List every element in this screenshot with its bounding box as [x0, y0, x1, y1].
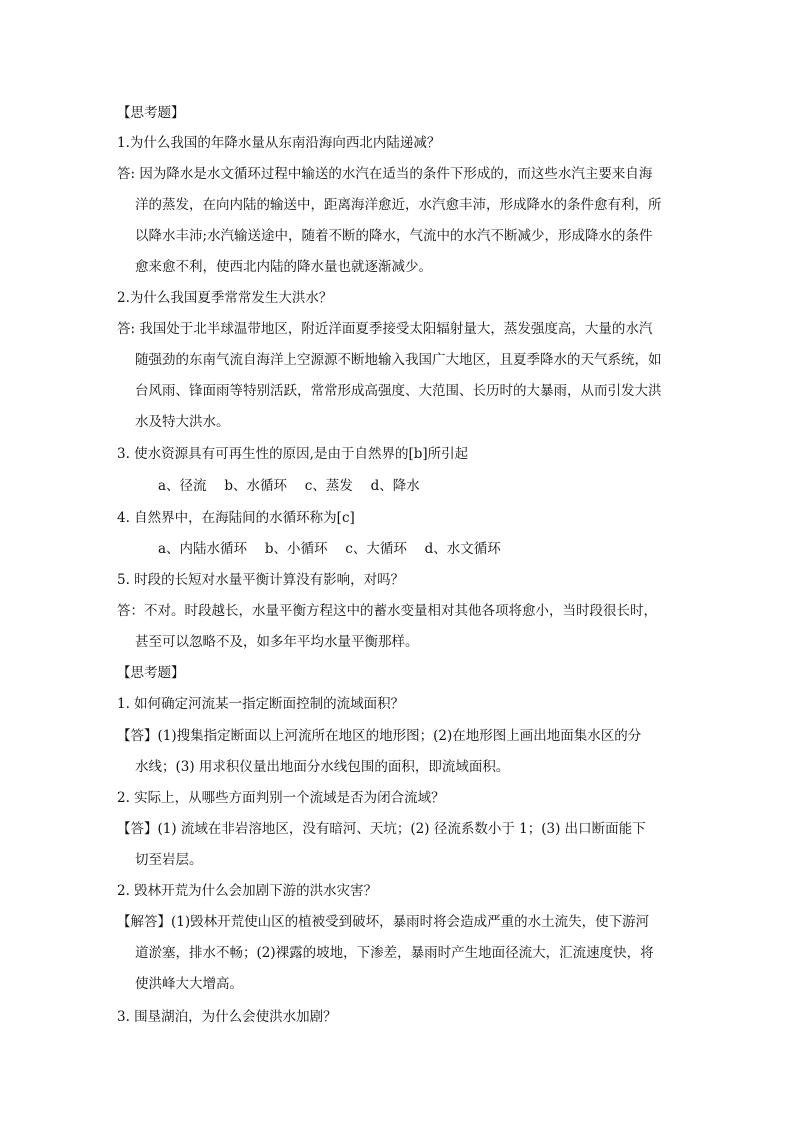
question-9: 3. 围垦湖泊，为什么会使洪水加剧？ — [117, 1009, 337, 1025]
answer-7-line-1: 【答】(1) 流域在非岩溶地区，没有暗河、天坑；(2) 径流系数小于 1；(3) 出口断面能下 — [117, 821, 646, 837]
question-7: 2. 实际上，从哪些方面判别一个流域是否为闭合流域？ — [117, 790, 445, 806]
section-heading: 【思考题】 — [117, 105, 185, 121]
answer-6-line-1: 【答】(1)搜集指定断面以上河流所在地区的地形图；(2)在地形图上画出地面集水区的分 — [117, 728, 642, 744]
question-1: 1.为什么我国的年降水量从东南沿海向西北内陆递减？ — [117, 135, 441, 151]
answer-1-line-1: 答: 因为降水是水文循环过程中输送的水汽在适当的条件下形成的，而这些水汽主要来自海 — [117, 166, 653, 182]
answer-1-line-3: 以降水丰沛;水汽输送途中，随着不断的降水，气流中的水汽不断减少，形成降水的条件 — [135, 228, 653, 244]
question-8: 2. 毁林开荒为什么会加剧下游的洪水灾害？ — [117, 883, 378, 899]
answer-8-line-2: 道淤塞，排水不畅；(2)裸露的坡地，下渗差，暴雨时产生地面径流大，汇流速度快，将 — [135, 945, 654, 961]
answer-2-line-2: 随强劲的东南气流自海洋上空源源不断地输入我国广大地区，且夏季降水的天气系统，如 — [135, 352, 662, 368]
section-heading: 【思考题】 — [117, 665, 185, 681]
answer-2-line-3: 台风雨、锋面雨等特别活跃，常常形成高强度、大范围、长历时的大暴雨，从而引发大洪 — [135, 383, 662, 399]
question-6: 1. 如何确定河流某一指定断面控制的流域面积？ — [117, 696, 405, 712]
question-3-options: a、径流 b、水循环 c、蒸发 d、降水 — [158, 478, 420, 494]
answer-2-line-1: 答: 我国处于北半球温带地区，附近洋面夏季接受太阳辐射量大，蒸发强度高，大量的水汽 — [117, 321, 653, 337]
answer-1-line-4: 愈来愈不利，使西北内陆的降水量也就逐渐减少。 — [135, 259, 432, 275]
question-4: 4. 自然界中，在海陆间的水循环称为[c] — [117, 510, 355, 526]
answer-8-line-1: 【解答】(1)毁林开荒使山区的植被受到破坏，暴雨时将会造成严重的水土流失，使下游河 — [117, 914, 650, 930]
question-5: 5. 时段的长短对水量平衡计算没有影响，对吗？ — [117, 572, 405, 588]
question-3: 3. 使水资源具有可再生性的原因,是由于自然界的[b]所引起 — [117, 446, 469, 462]
answer-5-line-1: 答：不对。时段越长，水量平衡方程这中的蓄水变量相对其他各项将愈小，当时段很长时， — [117, 603, 657, 619]
answer-1-line-2: 洋的蒸发，在向内陆的输送中，距离海洋愈近，水汽愈丰沛，形成降水的条件愈有利，所 — [135, 197, 662, 213]
answer-8-line-3: 使洪峰大大增高。 — [135, 976, 243, 992]
question-2: 2.为什么我国夏季常常发生大洪水？ — [117, 290, 333, 306]
answer-5-line-2: 甚至可以忽略不及，如多年平均水量平衡那样。 — [135, 634, 419, 650]
answer-2-line-4: 水及特大洪水。 — [135, 414, 230, 430]
question-4-options: a、内陆水循环 b、小循环 c、大循环 d、水文循环 — [158, 541, 501, 557]
answer-7-line-2: 切至岩层。 — [135, 852, 203, 868]
answer-6-line-2: 水线；(3) 用求积仪量出地面分水线包围的面积，即流域面积。 — [135, 759, 510, 775]
